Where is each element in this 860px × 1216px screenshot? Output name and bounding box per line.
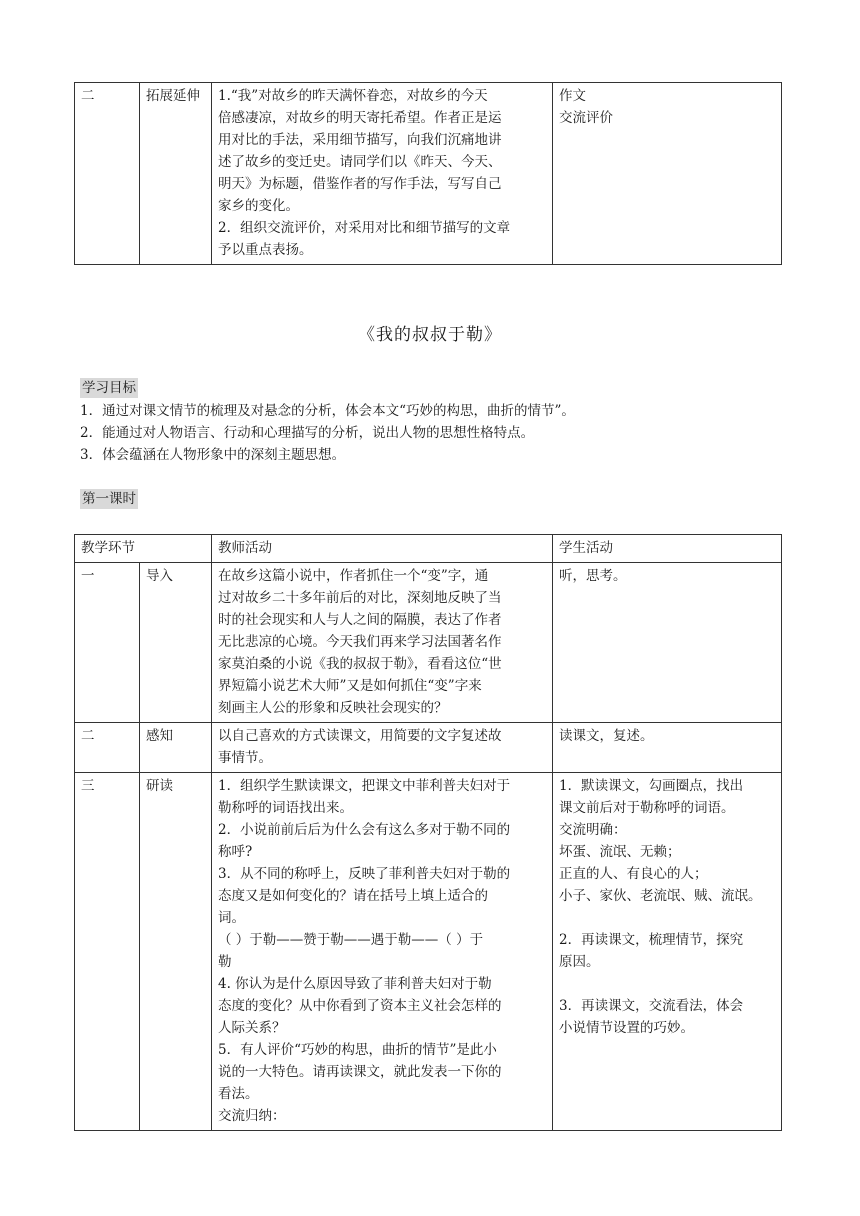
step-stage: 研读 xyxy=(140,773,212,1131)
student-activity xyxy=(553,773,782,1131)
header-student: 学生活动 xyxy=(553,535,782,563)
text-line: 述了故乡的变迁史。请同学们以《昨天、今天、 xyxy=(218,154,502,170)
text-line: 事情节。 xyxy=(218,750,272,766)
step-number: 二 xyxy=(75,723,140,773)
text-line: 家乡的变化。 xyxy=(218,198,299,214)
table-header-row xyxy=(75,535,782,563)
text-line: 无比悲凉的心境。今天我们再来学习法国著名作 xyxy=(218,634,502,650)
text-line: 予以重点表扬。 xyxy=(218,242,313,258)
text-line: 时的社会现实和人与人之间的隔膜，表达了作者 xyxy=(218,612,502,628)
teacher-activity xyxy=(212,773,553,1131)
text-line xyxy=(559,973,775,995)
text-line: 小子、家伙、老流氓、贼、流氓。 xyxy=(559,888,762,904)
step-stage: 感知 xyxy=(140,723,212,773)
teacher-activity xyxy=(212,83,553,265)
text-line: 坏蛋、流氓、无赖； xyxy=(559,844,681,860)
header-teacher: 教师活动 xyxy=(212,535,553,563)
text-line: 听，思考。 xyxy=(559,568,627,584)
text-line: 1．组织学生默读课文，把课文中菲利普夫妇对于 xyxy=(218,778,511,794)
header-stage: 教学环节 xyxy=(75,535,212,563)
text-line: 5．有人评价“巧妙的构思，曲折的情节”是此小 xyxy=(218,1042,497,1058)
text-line: 界短篇小说艺术大师”又是如何抓住“变”字来 xyxy=(218,678,482,694)
text-line: 交流明确： xyxy=(559,822,627,838)
text-line: 勒称呼的词语找出来。 xyxy=(218,800,353,816)
goals-list xyxy=(80,400,575,466)
text-line: 用对比的手法，采用细节描写，向我们沉痛地讲 xyxy=(218,132,502,148)
step-number: 一 xyxy=(75,563,140,723)
goal-item: 2．能通过对人物语言、行动和心理描写的分析，说出人物的思想性格特点。 xyxy=(80,425,535,441)
text-line: 说的一大特色。请再读课文，就此发表一下你的 xyxy=(218,1064,502,1080)
table-row xyxy=(75,563,782,723)
student-activity xyxy=(553,563,782,723)
text-line: 家莫泊桑的小说《我的叔叔于勒》，看看这位“世 xyxy=(218,656,502,672)
text-line: 明天》为标题，借鉴作者的写作手法，写写自己 xyxy=(218,176,502,192)
text-line: 2．再读课文，梳理情节，探究 xyxy=(559,932,744,948)
table-row xyxy=(75,773,782,1131)
text-line: 2．小说前前后后为什么会有这么多对于勒不同的 xyxy=(218,822,511,838)
goal-item: 1．通过对课文情节的梳理及对悬念的分析，体会本文“巧妙的构思，曲折的情节”。 xyxy=(80,403,575,419)
text-line: 交流评价 xyxy=(559,110,613,126)
text-line: （ ）于勒——赞于勒——遇于勒——（ ）于 xyxy=(218,932,484,948)
step-number: 二 xyxy=(75,83,140,265)
text-line: 读课文，复述。 xyxy=(559,728,654,744)
text-line: 4. 你认为是什么原因导致了菲利普夫妇对于勒 xyxy=(218,976,492,992)
text-line: 课文前后对于勒称呼的词语。 xyxy=(559,800,735,816)
table-row xyxy=(75,83,782,265)
text-line: 1.“我”对故乡的昨天满怀眷恋，对故乡的今天 xyxy=(218,88,488,104)
step-number: 三 xyxy=(75,773,140,1131)
text-line: 勒 xyxy=(218,954,232,970)
lesson-label: 第一课时 xyxy=(82,491,136,507)
table-row xyxy=(75,723,782,773)
lesson-table xyxy=(74,534,782,1131)
text-line: 原因。 xyxy=(559,954,600,970)
student-activity xyxy=(553,83,782,265)
text-line: 3．再读课文，交流看法，体会 xyxy=(559,998,744,1014)
goal-item: 3．体会蕴涵在人物形象中的深刻主题思想。 xyxy=(80,447,346,463)
text-line: 态度又是如何变化的？请在括号上填上适合的 xyxy=(218,888,488,904)
text-line: 在故乡这篇小说中，作者抓住一个“变”字，通 xyxy=(218,568,489,584)
text-line: 以自己喜欢的方式读课文，用简要的文字复述故 xyxy=(218,728,502,744)
extension-table xyxy=(74,82,782,265)
text-line: 人际关系？ xyxy=(218,1020,286,1036)
text-line: 态度的变化？从中你看到了资本主义社会怎样的 xyxy=(218,998,502,1014)
teacher-activity xyxy=(212,723,553,773)
text-line: 看法。 xyxy=(218,1086,259,1102)
text-line: 词。 xyxy=(218,910,245,926)
text-line: 过对故乡二十多年前后的对比，深刻地反映了当 xyxy=(218,590,502,606)
text-line xyxy=(559,907,775,929)
text-line: 倍感凄凉，对故乡的明天寄托希望。作者正是运 xyxy=(218,110,502,126)
student-activity xyxy=(553,723,782,773)
text-line: 3．从不同的称呼上，反映了菲利普夫妇对于勒的 xyxy=(218,866,511,882)
goals-label: 学习目标 xyxy=(82,380,136,396)
text-line: 称呼? xyxy=(218,844,253,860)
text-line: 刻画主人公的形象和反映社会现实的？ xyxy=(218,700,448,716)
text-line: 正直的人、有良心的人； xyxy=(559,866,708,882)
step-stage: 导入 xyxy=(140,563,212,723)
text-line: 1．默读课文，勾画圈点，找出 xyxy=(559,778,744,794)
text-line: 作文 xyxy=(559,88,586,104)
text-line: 小说情节设置的巧妙。 xyxy=(559,1020,694,1036)
page-title: 《我的叔叔于勒》 xyxy=(358,325,502,345)
step-stage: 拓展延伸 xyxy=(140,83,212,265)
teacher-activity xyxy=(212,563,553,723)
text-line: 2．组织交流评价，对采用对比和细节描写的文章 xyxy=(218,220,511,236)
text-line: 交流归纳： xyxy=(218,1108,286,1124)
